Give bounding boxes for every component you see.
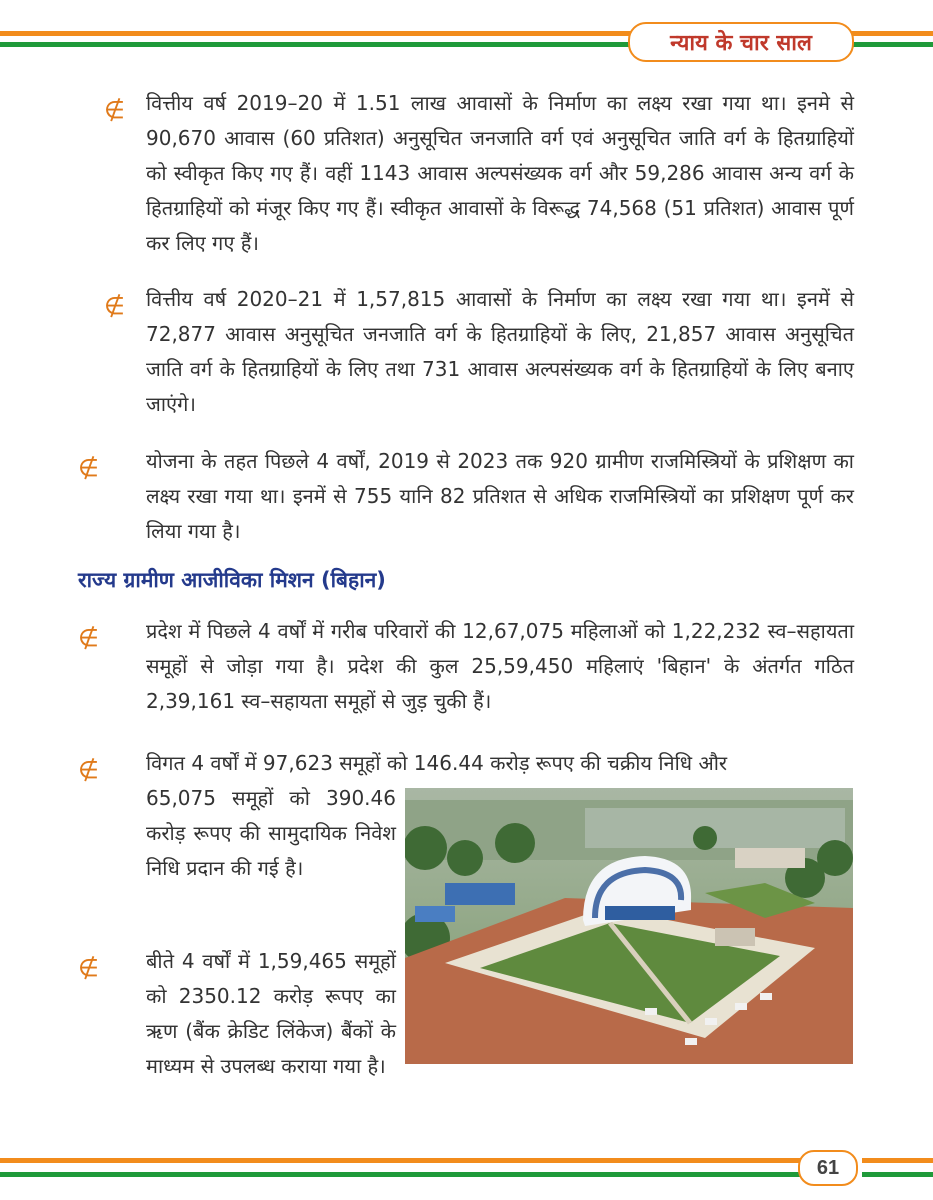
- header-stripe-green-right: [845, 42, 933, 47]
- footer-stripe-green: [0, 1172, 805, 1177]
- footer-stripe-green-right: [862, 1172, 933, 1177]
- bullet-icon: ∉: [104, 96, 125, 124]
- section-heading: राज्य ग्रामीण आजीविका मिशन (बिहान): [78, 568, 386, 592]
- paragraph-2: वित्तीय वर्ष 2020–21 में 1,57,815 आवासों के निर्माण का लक्ष्य रखा गया था। इनमें से 72,877 आवास अनुसूचित जनजाति वर्ग के हितग्राहियों के लिए, 21,857 आवास अनुसूचित जाति वर्ग के हितग्राहियों के लिए तथा 731 आवास अल्पसंख्यक वर्ग के हितग्राहियों के लिए बनाए जाएंगे।: [146, 287, 854, 416]
- bullet-icon: ∉: [78, 454, 99, 482]
- aerial-photo-icon: [405, 788, 853, 1064]
- paragraph-4: प्रदेश में पिछले 4 वर्षों में गरीब परिवारों की 12,67,075 महिलाओं को 1,22,232 स्व–सहायता समूहों से जोड़ा गया है। प्रदेश की कुल 25,59,450 महिलाएं 'बिहान' के अंतर्गत गठित 2,39,161 स्व–सहायता समूहों से जुड़ चुकी हैं।: [146, 619, 854, 713]
- footer-stripe-saffron: [0, 1158, 805, 1163]
- bullet-icon: ∉: [78, 954, 99, 982]
- bullet-icon: ∉: [78, 624, 99, 652]
- paragraph-1: वित्तीय वर्ष 2019–20 में 1.51 लाख आवासों के निर्माण का लक्ष्य रखा गया था। इनमे से 90,670 आवास (60 प्रतिशत) अनुसूचित जनजाति वर्ग एवं अनुसूचित जाति वर्ग के हितग्राहियों को स्वीकृत किए गए हैं। वहीं 1143 आवास अल्पसंख्यक वर्ग और 59,286 आवास अन्य वर्ग के हितग्राहियों को मंजूर किए गए हैं। स्वीकृत आवासों के विरूद्ध 74,568 (51 प्रतिशत) आवास पूर्ण कर लिए गए हैं।: [146, 91, 854, 255]
- footer-stripe-saffron-right: [862, 1158, 933, 1163]
- header-title: न्याय के चार साल: [628, 22, 854, 62]
- header-stripe-saffron: [0, 31, 640, 36]
- paragraph-3: योजना के तहत पिछले 4 वर्षों, 2019 से 2023 तक 920 ग्रामीण राजमिस्त्रियों के प्रशिक्षण का लक्ष्य रखा गया था। इनमें से 755 यानि 82 प्रतिशत से अधिक राजमिस्त्रियों का प्रशिक्षण पूर्ण कर लिया गया है।: [146, 449, 854, 543]
- paragraph-5-continued: 65,075 समूहों को 390.46 करोड़ रूपए की सामुदायिक निवेश निधि प्रदान की गई है।: [146, 786, 396, 880]
- bullet-icon: ∉: [78, 756, 99, 784]
- header-stripe-green: [0, 42, 640, 47]
- bullet-icon: ∉: [104, 292, 125, 320]
- paragraph-5-line-1: विगत 4 वर्षों में 97,623 समूहों को 146.44 करोड़ रूपए की चक्रीय निधि और: [146, 751, 728, 775]
- header-stripe-saffron-right: [845, 31, 933, 36]
- page-number: 61: [798, 1150, 858, 1186]
- paragraph-6: बीते 4 वर्षों में 1,59,465 समूहों को 2350.12 करोड़ रूपए का ऋण (बैंक क्रेडिट लिंकेज) बैंकों के माध्यम से उपलब्ध कराया गया है।: [146, 949, 396, 1078]
